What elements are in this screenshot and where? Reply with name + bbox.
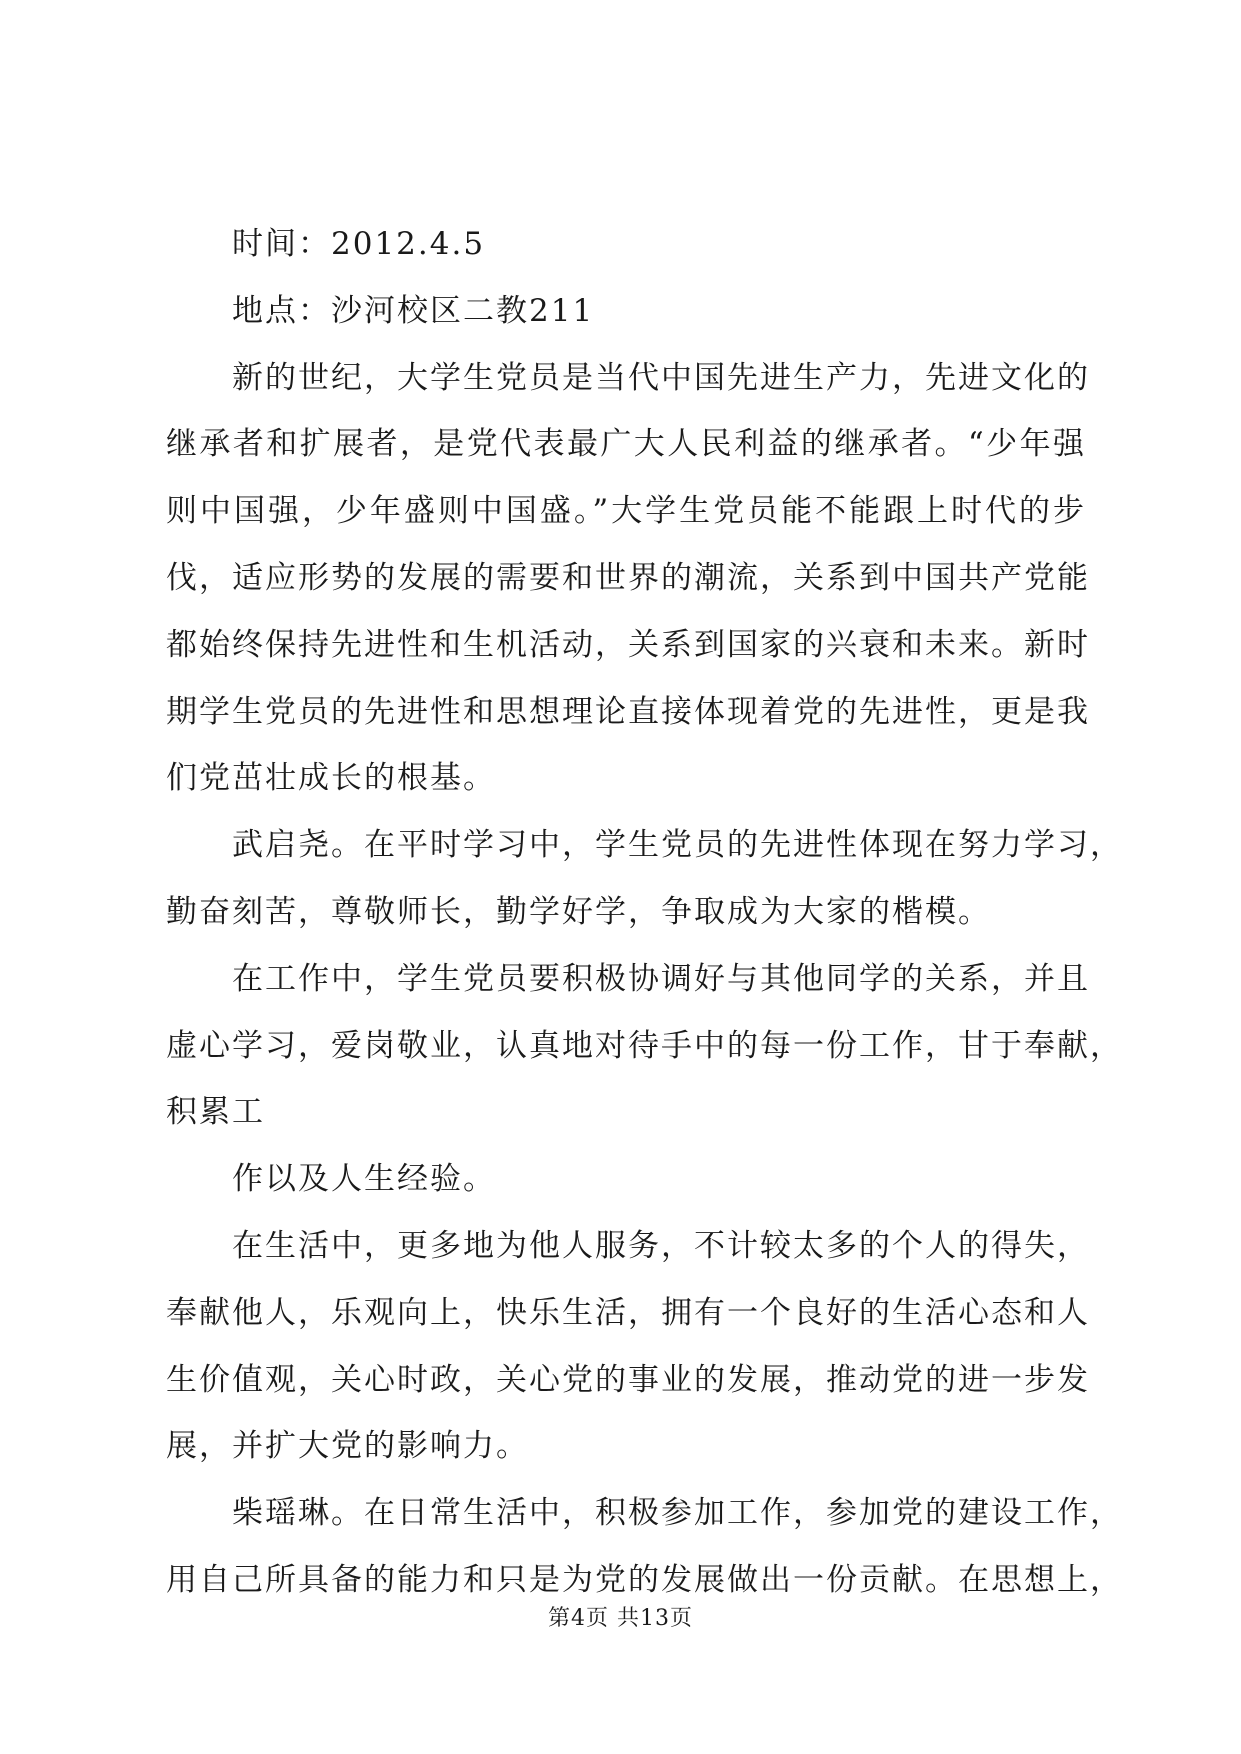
text-line: 则中国强，少年盛则中国盛。”大学生党员能不能跟上时代的步 (166, 493, 1086, 530)
text-line: 积累工 (166, 1094, 265, 1131)
text-line: 奉献他人，乐观向上，快乐生活，拥有一个良好的生活心态和人 (166, 1294, 1090, 1331)
text-line: 勤奋刻苦，尊敬师长，勤学好学，争取成为大家的楷模。 (166, 893, 991, 930)
text-line: 伐，适应形势的发展的需要和世界的潮流，关系到中国共产党能 (166, 559, 1090, 596)
text-line: 在工作中，学生党员要积极协调好与其他同学的关系，并且 (232, 960, 1090, 997)
document-body (166, 224, 1123, 1627)
text-line: 虚心学习，爱岗敬业，认真地对待手中的每一份工作，甘于奉献， (166, 1027, 1123, 1064)
page-footer: 第4页 共13页 (548, 1606, 693, 1631)
text-line: 时间：2012.4.5 (232, 226, 486, 262)
text-line: 新的世纪，大学生党员是当代中国先进生产力，先进文化的 (232, 359, 1090, 396)
text-line: 在生活中，更多地为他人服务，不计较太多的个人的得失， (232, 1227, 1090, 1264)
text-line: 柴瑶琳。在日常生活中，积极参加工作，参加党的建设工作， (232, 1495, 1123, 1532)
text-line: 继承者和扩展者，是党代表最广大人民利益的继承者。“少年强 (166, 426, 1086, 463)
text-line: 都始终保持先进性和生机活动，关系到国家的兴衰和未来。新时 (166, 626, 1090, 663)
text-line: 地点：沙河校区二教211 (232, 292, 595, 329)
text-line: 展，并扩大党的影响力。 (166, 1428, 529, 1465)
text-line: 期学生党员的先进性和思想理论直接体现着党的先进性，更是我 (166, 693, 1090, 730)
text-line: 作以及人生经验。 (232, 1161, 496, 1198)
text-line: 用自己所具备的能力和只是为党的发展做出一份贡献。在思想上， (166, 1561, 1123, 1598)
text-line: 武启尧。在平时学习中，学生党员的先进性体现在努力学习， (232, 827, 1123, 864)
text-line: 生价值观，关心时政，关心党的事业的发展，推动党的进一步发 (166, 1361, 1090, 1398)
text-line: 们党茁壮成长的根基。 (166, 760, 496, 797)
